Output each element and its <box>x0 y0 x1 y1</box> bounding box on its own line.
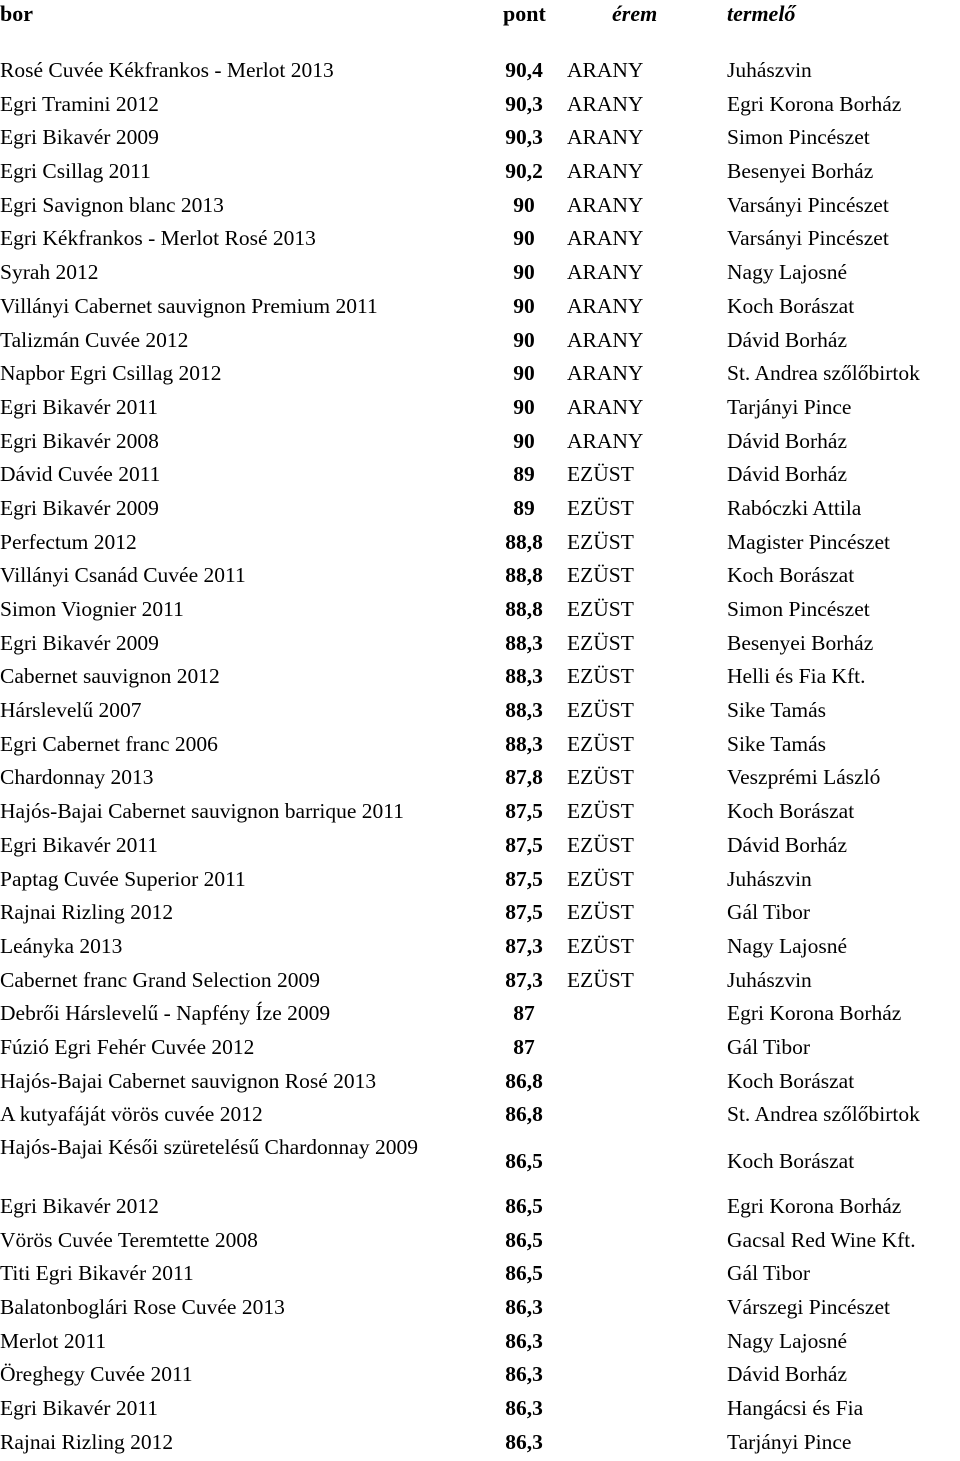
table-row <box>0 1325 960 1359</box>
wine-name: Egri Bikavér 2011 <box>0 1396 159 1421</box>
wine-name: Balatonboglári Rose Cuvée 2013 <box>0 1295 285 1320</box>
wine-name: Fúzió Egri Fehér Cuvée 2012 <box>0 1034 255 1059</box>
medal: ARANY <box>567 361 644 386</box>
wine-name: Hárslevelű 2007 <box>0 698 142 723</box>
producer: Juhászvin <box>727 967 812 992</box>
medal: ARANY <box>567 260 644 285</box>
producer: Egri Korona Borház <box>727 1194 902 1218</box>
score: 90 <box>513 192 535 217</box>
table-row <box>0 1190 960 1224</box>
medal: EZÜST <box>567 765 634 790</box>
wine-name: Egri Bikavér 2012 <box>0 1194 159 1218</box>
medal: EZÜST <box>567 563 634 588</box>
wine-name: Cabernet sauvignon 2012 <box>0 664 220 689</box>
producer: Koch Borászat <box>727 1149 855 1173</box>
score: 87 <box>513 1001 535 1026</box>
score: 90,3 <box>505 91 543 116</box>
score: 86,8 <box>505 1068 543 1093</box>
wine-name: Egri Csillag 2011 <box>0 159 151 184</box>
medal: EZÜST <box>567 495 634 520</box>
producer: Gál Tibor <box>727 900 811 925</box>
score: 86,5 <box>505 1194 543 1218</box>
wine-name: Debrői Hárslevelű - Napfény Íze 2009 <box>0 1001 331 1026</box>
producer: Nagy Lajosné <box>727 1328 848 1353</box>
score: 90,4 <box>505 58 543 82</box>
medal: EZÜST <box>567 630 634 655</box>
table-row <box>0 863 960 897</box>
score: 88,8 <box>505 529 543 554</box>
medal: EZÜST <box>567 866 634 891</box>
score: 87,5 <box>505 799 543 824</box>
producer: Tarjányi Pince <box>727 1429 852 1454</box>
wine-name: Egri Bikavér 2009 <box>0 495 159 520</box>
table-row <box>0 896 960 930</box>
medal: ARANY <box>567 192 644 217</box>
table-row <box>0 492 960 526</box>
score: 86,3 <box>505 1328 543 1353</box>
medal: EZÜST <box>567 933 634 958</box>
score: 87,8 <box>505 765 543 790</box>
wine-name: Hajós-Bajai Cabernet sauvignon Rosé 2013 <box>0 1068 377 1093</box>
score: 88,3 <box>505 630 543 655</box>
producer: Magister Pincészet <box>727 529 890 554</box>
producer: St. Andrea szőlőbirtok <box>727 361 920 386</box>
score: 90 <box>513 226 535 251</box>
wine-name: Talizmán Cuvée 2012 <box>0 327 189 352</box>
table-row <box>0 425 960 459</box>
score: 90,2 <box>505 159 543 184</box>
wine-name: Syrah 2012 <box>0 260 99 285</box>
score: 87,5 <box>505 900 543 925</box>
wine-name: Villányi Cabernet sauvignon Premium 2011 <box>0 293 378 318</box>
wine-name: Rajnai Rizling 2012 <box>0 900 174 925</box>
score: 88,3 <box>505 698 543 723</box>
score: 88,3 <box>505 664 543 689</box>
producer: Varsányi Pincészet <box>727 226 889 251</box>
medal: ARANY <box>567 159 644 184</box>
table-row <box>0 1358 960 1392</box>
wine-name: Öreghegy Cuvée 2011 <box>0 1362 193 1387</box>
table-row <box>0 593 960 627</box>
wine-name: Chardonnay 2013 <box>0 765 154 790</box>
wine-name: Egri Bikavér 2009 <box>0 630 159 655</box>
wine-name: Merlot 2011 <box>0 1328 107 1353</box>
producer: Hangácsi és Fia <box>727 1396 864 1421</box>
table-row <box>0 222 960 256</box>
wine-name: Egri Bikavér 2011 <box>0 832 159 857</box>
table-row <box>0 964 960 998</box>
score: 87 <box>513 1034 535 1059</box>
table-row <box>0 627 960 661</box>
medal: ARANY <box>567 327 644 352</box>
score: 90 <box>513 327 535 352</box>
wine-name: Rosé Cuvée Kékfrankos - Merlot 2013 <box>0 58 334 82</box>
medal: EZÜST <box>567 832 634 857</box>
wine-name: Hajós-Bajai Cabernet sauvignon barrique 2011 <box>0 799 405 824</box>
score: 86,3 <box>505 1295 543 1320</box>
medal: EZÜST <box>567 698 634 723</box>
producer: Gál Tibor <box>727 1034 811 1059</box>
score: 86,8 <box>505 1102 543 1127</box>
wine-name: Egri Kékfrankos - Merlot Rosé 2013 <box>0 226 316 251</box>
medal: EZÜST <box>567 900 634 925</box>
producer: Varsányi Pincészet <box>727 192 889 217</box>
medal: ARANY <box>567 125 644 150</box>
table-row <box>0 1132 960 1190</box>
table-row <box>0 728 960 762</box>
producer: Nagy Lajosné <box>727 260 848 285</box>
wine-name: Villányi Csanád Cuvée 2011 <box>0 563 246 588</box>
table-row <box>0 1291 960 1325</box>
score: 88,3 <box>505 731 543 756</box>
medal: EZÜST <box>567 597 634 621</box>
table-row <box>0 997 960 1031</box>
producer: St. Andrea szőlőbirtok <box>727 1102 920 1127</box>
table-row <box>0 829 960 863</box>
medal: EZÜST <box>567 664 634 689</box>
score: 87,3 <box>505 967 543 992</box>
table-row <box>0 256 960 290</box>
table-row <box>0 290 960 324</box>
table-row <box>0 1257 960 1291</box>
table-row <box>0 930 960 964</box>
producer: Gál Tibor <box>727 1261 811 1286</box>
producer: Dávid Borház <box>727 1362 848 1387</box>
table-row <box>0 189 960 223</box>
producer: Dávid Borház <box>727 428 848 453</box>
score: 90 <box>513 361 535 386</box>
medal: EZÜST <box>567 967 634 992</box>
wine-name: Egri Tramini 2012 <box>0 91 159 116</box>
table-row <box>0 391 960 425</box>
wine-name: Napbor Egri Csillag 2012 <box>0 361 222 386</box>
table-row <box>0 155 960 189</box>
wine-name: Egri Bikavér 2011 <box>0 394 159 419</box>
producer: Koch Borászat <box>727 1068 855 1093</box>
table-row <box>0 694 960 728</box>
table-row <box>0 559 960 593</box>
score: 89 <box>513 495 535 520</box>
medal: EZÜST <box>567 529 634 554</box>
wine-name: Titi Egri Bikavér 2011 <box>0 1261 194 1286</box>
producer: Simon Pincészet <box>727 597 870 621</box>
header-erem: érem <box>612 1 658 26</box>
table-row <box>0 458 960 492</box>
table-row <box>0 121 960 155</box>
score: 90 <box>513 293 535 318</box>
table-row <box>0 1392 960 1426</box>
wine-name: Egri Bikavér 2009 <box>0 125 159 150</box>
table-row <box>0 1065 960 1099</box>
producer: Sike Tamás <box>727 698 827 723</box>
medal: ARANY <box>567 394 644 419</box>
producer: Helli és Fia Kft. <box>727 664 866 689</box>
producer: Nagy Lajosné <box>727 933 848 958</box>
score: 90,3 <box>505 125 543 150</box>
wine-name: Simon Viognier 2011 <box>0 597 184 621</box>
score: 90 <box>513 394 535 419</box>
medal: ARANY <box>567 58 644 82</box>
score: 87,5 <box>505 866 543 891</box>
table-row <box>0 761 960 795</box>
producer: Juhászvin <box>727 58 812 82</box>
score: 86,5 <box>505 1227 543 1252</box>
score: 87,3 <box>505 933 543 958</box>
score: 90 <box>513 260 535 285</box>
score: 88,8 <box>505 563 543 588</box>
table-row <box>0 795 960 829</box>
score: 86,5 <box>505 1261 543 1286</box>
wine-name: Egri Bikavér 2008 <box>0 428 159 453</box>
medal: EZÜST <box>567 731 634 756</box>
producer: Koch Borászat <box>727 293 855 318</box>
producer: Egri Korona Borház <box>727 1001 902 1026</box>
wine-name: Leányka 2013 <box>0 933 123 958</box>
wine-name: Rajnai Rizling 2012 <box>0 1429 174 1454</box>
wine-name: Vörös Cuvée Teremtette 2008 <box>0 1227 258 1252</box>
table-row <box>0 54 960 88</box>
producer: Dávid Borház <box>727 327 848 352</box>
wine-name: Perfectum 2012 <box>0 529 137 554</box>
header-pont: pont <box>503 1 546 26</box>
producer: Egri Korona Borház <box>727 91 902 116</box>
table-row <box>0 526 960 560</box>
results-table <box>0 54 960 1460</box>
wine-name: A kutyafáját vörös cuvée 2012 <box>0 1102 263 1127</box>
score: 86,5 <box>505 1149 543 1173</box>
table-row <box>0 1031 960 1065</box>
medal: EZÜST <box>567 462 634 487</box>
table-row <box>0 88 960 122</box>
producer: Várszegi Pincészet <box>727 1295 890 1320</box>
producer: Sike Tamás <box>727 731 827 756</box>
wine-name: Egri Savignon blanc 2013 <box>0 192 224 217</box>
header-bor: bor <box>0 1 33 26</box>
score: 87,5 <box>505 832 543 857</box>
producer: Gacsal Red Wine Kft. <box>727 1227 916 1252</box>
score: 86,3 <box>505 1396 543 1421</box>
score: 88,8 <box>505 597 543 621</box>
producer: Simon Pincészet <box>727 125 870 150</box>
producer: Tarjányi Pince <box>727 394 852 419</box>
table-row <box>0 1224 960 1258</box>
wine-name: Cabernet franc Grand Selection 2009 <box>0 967 320 992</box>
producer: Besenyei Borház <box>727 630 874 655</box>
wine-name: Dávid Cuvée 2011 <box>0 462 161 487</box>
medal: ARANY <box>567 293 644 318</box>
medal: EZÜST <box>567 799 634 824</box>
wine-name: Paptag Cuvée Superior 2011 <box>0 866 246 891</box>
medal: ARANY <box>567 226 644 251</box>
producer: Juhászvin <box>727 866 812 891</box>
producer: Dávid Borház <box>727 832 848 857</box>
medal: ARANY <box>567 428 644 453</box>
medal: ARANY <box>567 91 644 116</box>
table-row <box>0 660 960 694</box>
producer: Koch Borászat <box>727 799 855 824</box>
table-header <box>0 0 960 28</box>
header-termelo: termelő <box>727 1 796 26</box>
score: 90 <box>513 428 535 453</box>
producer: Veszprémi László <box>727 765 881 790</box>
score: 86,3 <box>505 1429 543 1454</box>
producer: Besenyei Borház <box>727 159 874 184</box>
score: 89 <box>513 462 535 487</box>
producer: Dávid Borház <box>727 462 848 487</box>
table-row <box>0 1426 960 1460</box>
producer: Koch Borászat <box>727 563 855 588</box>
wine-name: Egri Cabernet franc 2006 <box>0 731 218 756</box>
producer: Rabóczki Attila <box>727 495 862 520</box>
wine-name: Hajós-Bajai Késői szüretelésű Chardonnay 2009 <box>0 1135 418 1159</box>
table-row <box>0 324 960 358</box>
score: 86,3 <box>505 1362 543 1387</box>
table-row <box>0 1098 960 1132</box>
table-row <box>0 357 960 391</box>
